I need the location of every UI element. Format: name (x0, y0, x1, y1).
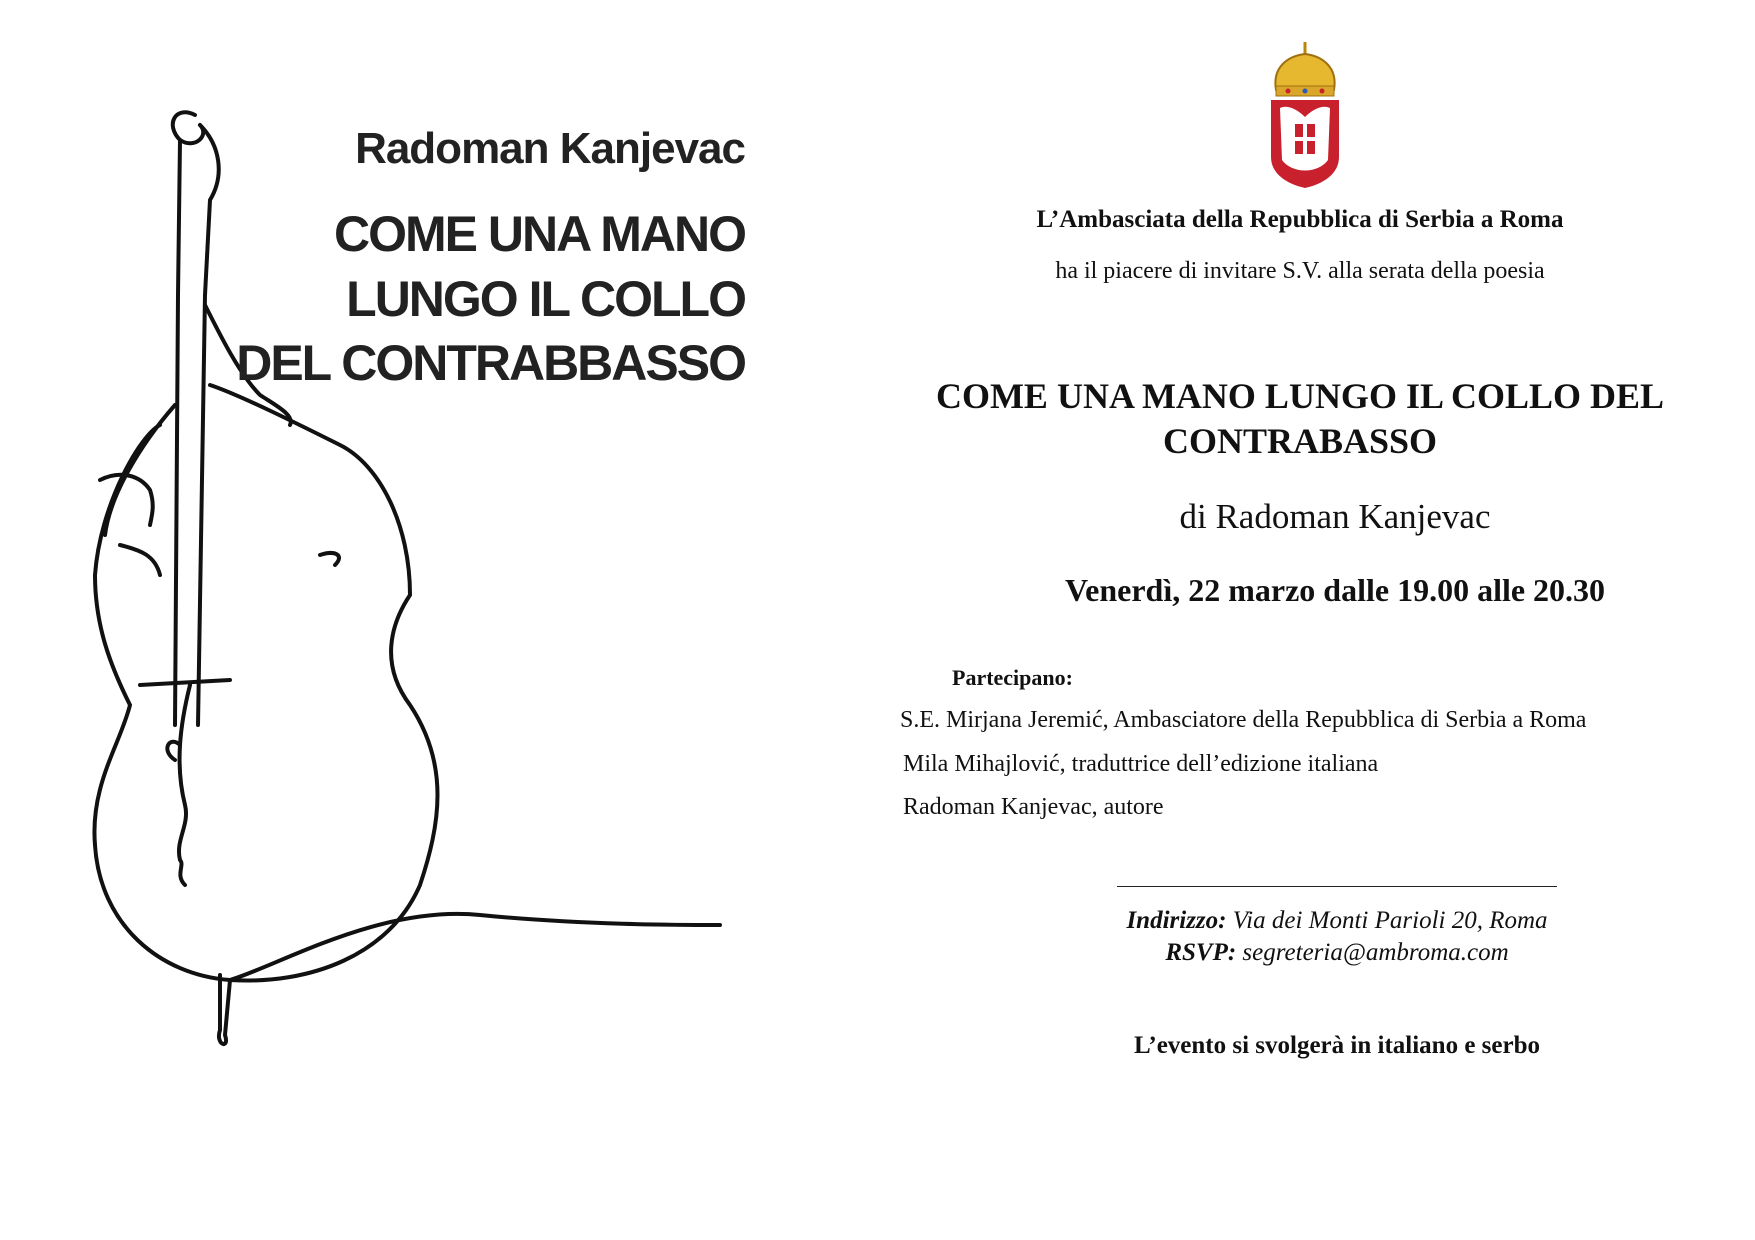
language-note: L’evento si svolgerà in italiano e serbo (1133, 1032, 1540, 1059)
invitation-intro: ha il piacere di invitare S.V. alla serata della poesia (1055, 258, 1545, 284)
rsvp-label: RSVP: (1165, 939, 1237, 966)
rsvp-email[interactable]: segreteria@ambroma.com (1242, 939, 1509, 966)
participant-item: Mila Mihajlović, traduttrice dell’edizione italiana (903, 751, 1379, 777)
divider (1117, 886, 1557, 887)
address-label: Indirizzo: (1126, 907, 1227, 934)
participants-label: Partecipano: (952, 665, 1073, 690)
event-title-line2: CONTRABASSO (1162, 421, 1438, 461)
participant-item: Radoman Kanjevac, autore (903, 794, 1164, 820)
event-byline: di Radoman Kanjevac (1179, 497, 1491, 536)
address-value: Via dei Monti Parioli 20, Roma (1232, 907, 1548, 934)
event-datetime: Venerdì, 22 marzo dalle 19.00 alle 20.30 (1064, 572, 1606, 608)
host-name: L’Ambasciata della Repubblica di Serbia a Roma (1036, 206, 1564, 233)
participant-item: S.E. Mirjana Jeremić, Ambasciatore della Repubblica di Serbia a Roma (900, 707, 1587, 733)
event-title-line1: COME UNA MANO LUNGO IL COLLO DEL (935, 376, 1665, 416)
cover-author: Radoman Kanjevac (355, 124, 745, 173)
cover-title-line: COME UNA MANO (333, 206, 745, 262)
cover-title-line: DEL CONTRABBASSO (236, 335, 745, 391)
serbian-coat-of-arms-icon (1268, 42, 1342, 188)
cover-title-line: LUNGO IL COLLO (346, 271, 745, 327)
